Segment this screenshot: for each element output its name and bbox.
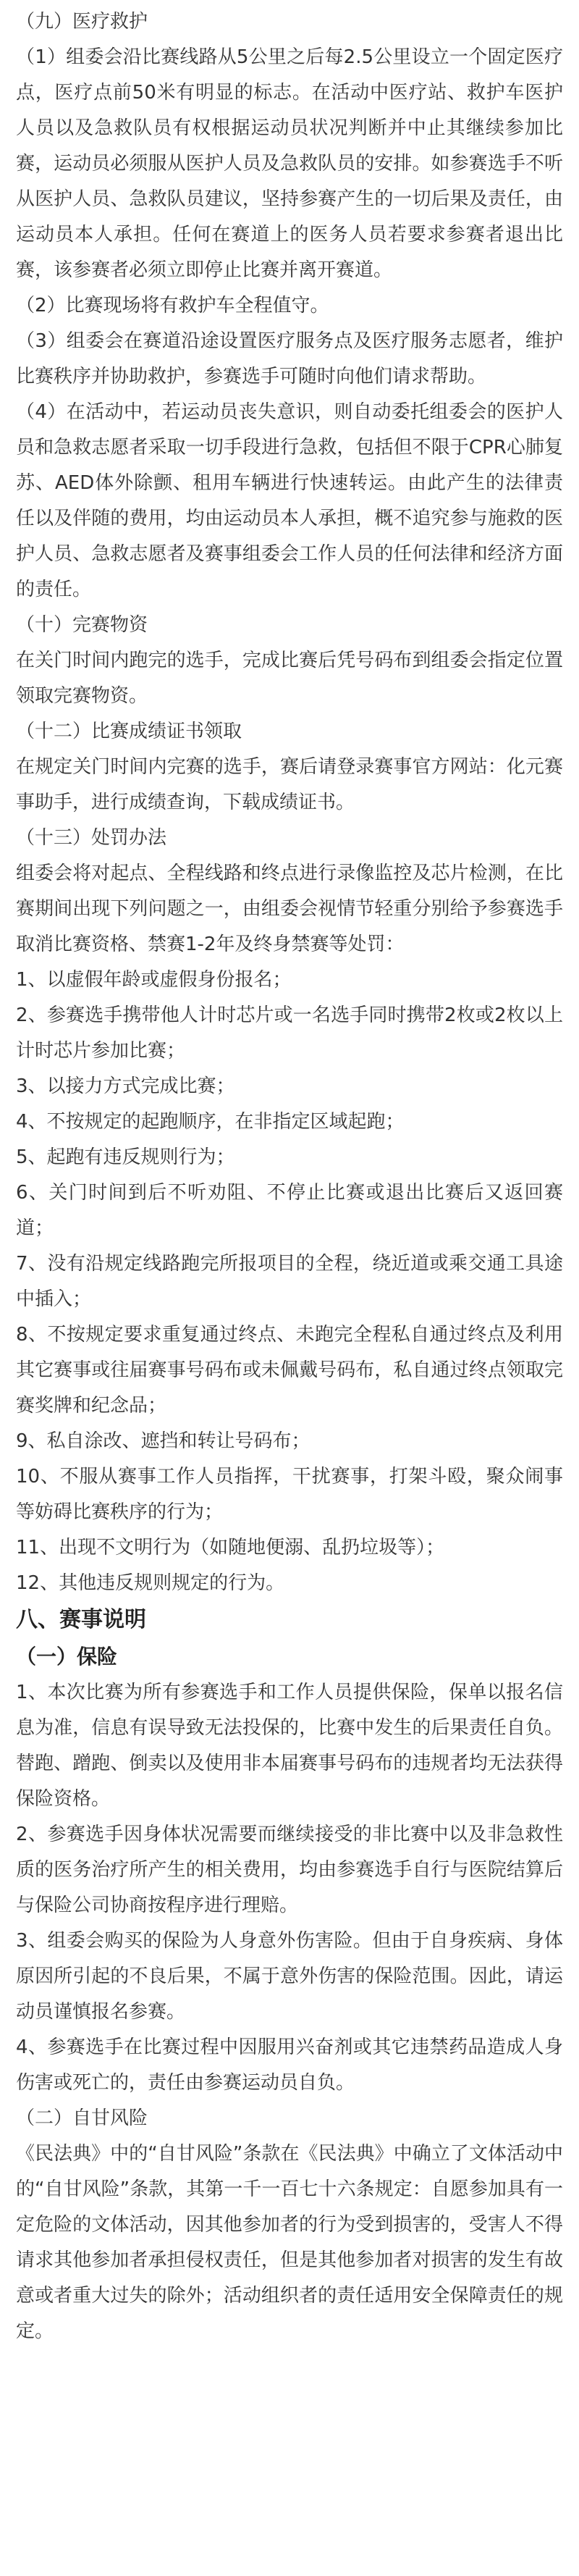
paragraph: 《民法典》中的“自甘风险”条款在《民法典》中确立了文体活动中的“自甘风险”条款，其第一千一百七十六条规定：自愿参加具有一定危险的文体活动，因其他参加者的行为受到损害的，受害人不得请求其他参加者承担侵权责任，但是其他参加者对损害的发生有故意或者重大过失的除外；活动组织者的责任适用安全保障责任的规定。: [16, 2143, 563, 2342]
paragraph: 2、参赛选手因身体状况需要而继续接受的非比赛中以及非急救性质的医务治疗所产生的相关费用，均由参赛选手自行与医院结算后与保险公司协商按程序进行理赔。: [16, 1824, 563, 1916]
paragraph: 3、以接力方式完成比赛；: [16, 1075, 235, 1097]
paragraph: 5、起跑有违反规则行为；: [16, 1146, 235, 1168]
section-heading: 八、赛事说明: [16, 1607, 146, 1632]
paragraph: 2、参赛选手携带他人计时芯片或一名选手同时携带2枚或2枚以上计时芯片参加比赛；: [16, 1004, 563, 1062]
paragraph: 8、不按规定要求重复通过终点、未跑完全程私自通过终点及利用其它赛事或往届赛事号码布或未佩戴号码布，私自通过终点领取完赛奖牌和纪念品；: [16, 1324, 563, 1417]
paragraph: 1、以虚假年龄或虚假身份报名；: [16, 969, 292, 991]
paragraph: 6、关门时间到后不听劝阻、不停止比赛或退出比赛后又返回赛道；: [16, 1182, 563, 1239]
paragraph: 11、出现不文明行为（如随地便溺、乱扔垃圾等）；: [16, 1537, 445, 1558]
paragraph: （十）完赛物资: [16, 614, 148, 636]
paragraph: 7、没有沿规定线路跑完所报项目的全程，绕近道或乘交通工具途中插入；: [16, 1253, 563, 1310]
paragraph: （二）自甘风险: [16, 2107, 148, 2129]
paragraph: 在关门时间内跑完的选手，完成比赛后凭号码布到组委会指定位置领取完赛物资。: [16, 650, 563, 707]
paragraph: 1、本次比赛为所有参赛选手和工作人员提供保险，保单以报名信息为准，信息有误导致无法投保的，比赛中发生的后果责任自负。替跑、蹭跑、倒卖以及使用非本届赛事号码布的违规者均无法获得保险资格。: [16, 1682, 563, 1810]
paragraph: （九）医疗救护: [16, 11, 148, 33]
paragraph: （十二）比赛成绩证书领取: [16, 721, 242, 742]
paragraph: 在规定关门时间内完赛的选手，赛后请登录赛事官方网站：化元赛事助手，进行成绩查询，下载成绩证书。: [16, 756, 563, 813]
section-heading: （一）保险: [16, 1645, 118, 1669]
paragraph: （4）在活动中，若运动员丧失意识，则自动委托组委会的医护人员和急救志愿者采取一切手段进行急救，包括但不限于CPR心肺复苏、AED体外除颤、租用车辆进行快速转运。由此产生的法律责任以及伴随的费用，均由运动员本人承担，概不追究参与施救的医护人员、急救志愿者及赛事组委会工作人员的任何法律和经济方面的责任。: [16, 401, 563, 600]
paragraph: （2）比赛现场将有救护车全程值守。: [16, 295, 329, 316]
paragraph: 组委会将对起点、全程线路和终点进行录像监控及芯片检测，在比赛期间出现下列问题之一，由组委会视情节轻重分别给予参赛选手取消比赛资格、禁赛1-2年及终身禁赛等处罚：: [16, 863, 563, 955]
paragraph: 10、不服从赛事工作人员指挥，干扰赛事，打架斗殴，聚众闹事等妨碍比赛秩序的行为；: [16, 1466, 563, 1523]
paragraph: 9、私自涂改、遮挡和转让号码布；: [16, 1430, 310, 1452]
paragraph: （1）组委会沿比赛线路从5公里之后每2.5公里设立一个固定医疗点，医疗点前50米有明显的标志。在活动中医疗站、救护车医护人员以及急救队员有权根据运动员状况判断并中止其继续参加比赛，运动员必须服从医护人员及急救队员的安排。如参赛选手不听从医护人员、急救队员建议，坚持参赛产生的一切后果及责任，由运动员本人承担。任何在赛道上的医务人员若要求参赛者退出比赛，该参赛者必须立即停止比赛并离开赛道。: [16, 46, 563, 281]
paragraph: （十三）处罚办法: [16, 827, 167, 849]
paragraph: 4、参赛选手在比赛过程中因服用兴奋剂或其它违禁药品造成人身伤害或死亡的，责任由参赛运动员自负。: [16, 2036, 563, 2094]
paragraph: 3、组委会购买的保险为人身意外伤害险。但由于自身疾病、身体原因所引起的不良后果，不属于意外伤害的保险范围。因此，请运动员谨慎报名参赛。: [16, 1930, 563, 2023]
paragraph: （3）组委会在赛道沿途设置医疗服务点及医疗服务志愿者，维护比赛秩序并协助救护，参赛选手可随时向他们请求帮助。: [16, 330, 563, 387]
paragraph: 4、不按规定的起跑顺序，在非指定区域起跑；: [16, 1111, 405, 1133]
paragraph: 12、其他违反规则规定的行为。: [16, 1572, 285, 1594]
